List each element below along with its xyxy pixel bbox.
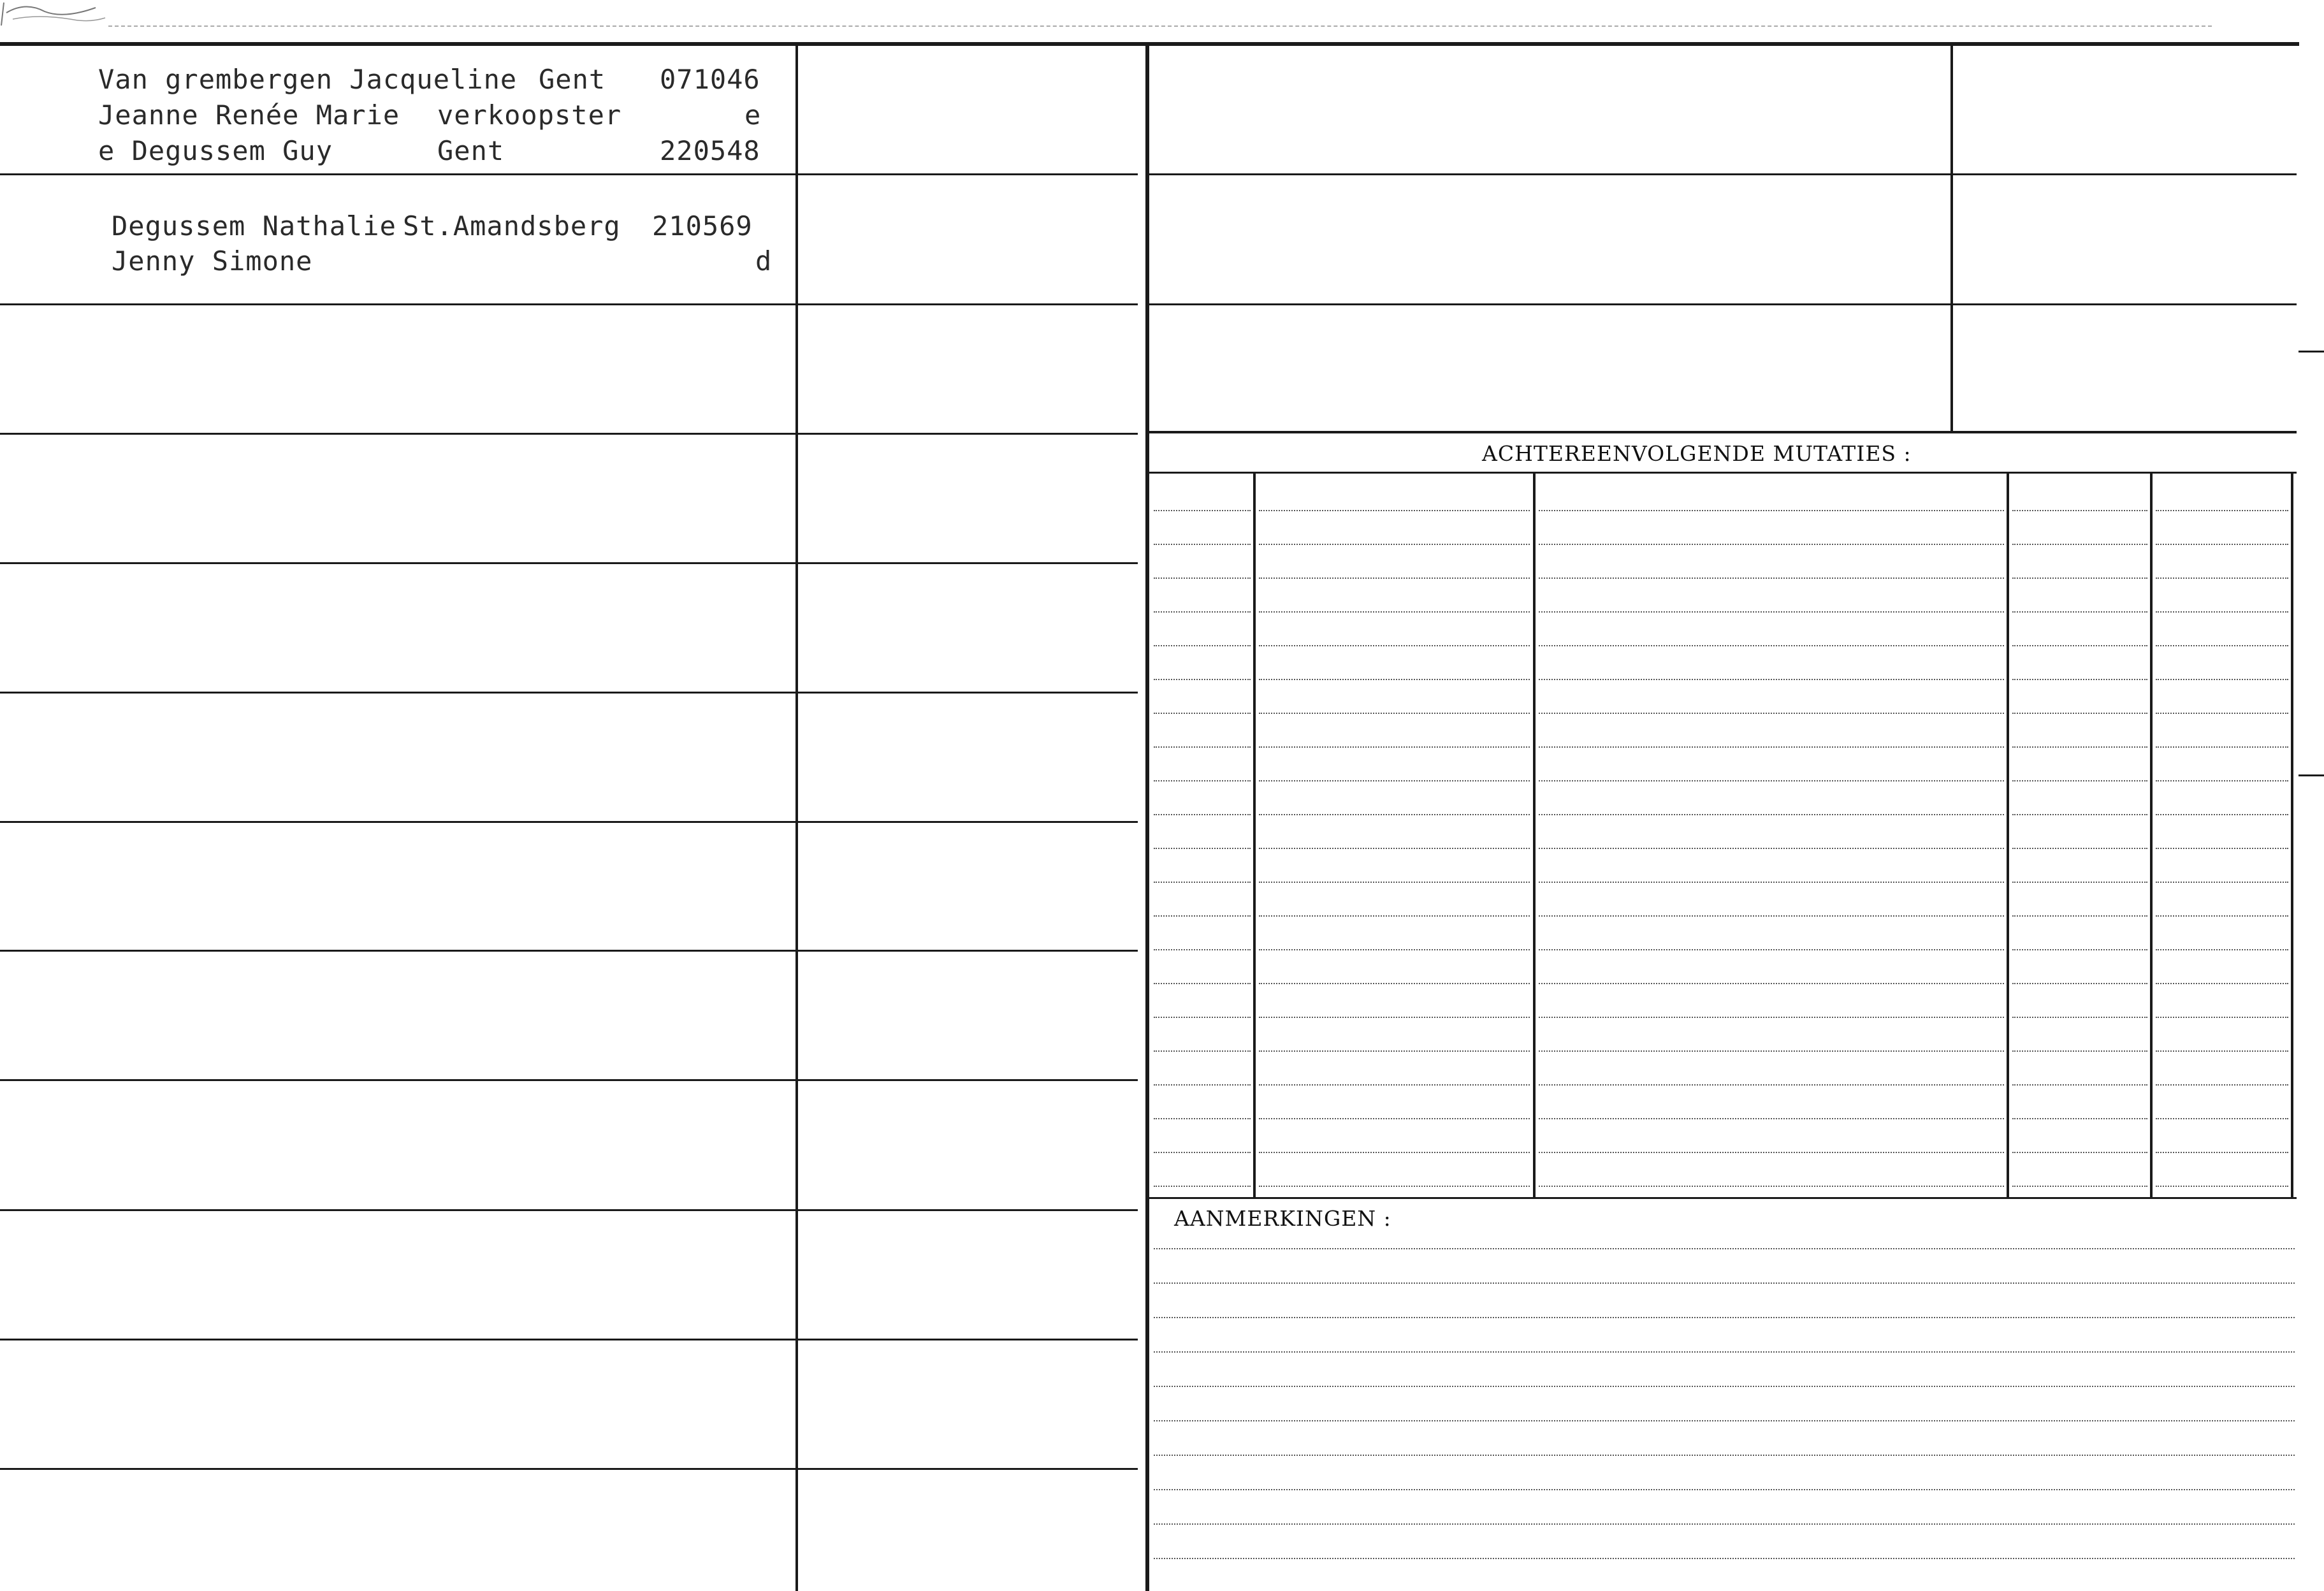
mutaties-ruled-line (2156, 949, 2288, 950)
mutaties-ruled-line (1539, 544, 2004, 545)
mutaties-ruled-line (1259, 1186, 1530, 1187)
mutaties-ruled-line (2156, 848, 2288, 849)
mutaties-column-line (2007, 473, 2009, 1198)
mutaties-ruled-line (1154, 1050, 1251, 1052)
mutaties-ruled-line (1154, 510, 1251, 511)
margin-tick (2299, 774, 2324, 776)
mutaties-ruled-line (1154, 645, 1251, 646)
register-row-line (0, 303, 1138, 305)
right-row-line (1149, 173, 2297, 175)
aanmerkingen-ruled-line (1154, 1248, 2295, 1249)
mutaties-ruled-line (2156, 814, 2288, 815)
register-row-line (0, 1468, 1138, 1470)
aanmerkingen-ruled-line (1154, 1420, 2295, 1421)
mutaties-ruled-line (1259, 1118, 1530, 1119)
mutaties-ruled-line (2156, 915, 2288, 917)
mutaties-ruled-line (2012, 983, 2147, 984)
mutaties-ruled-line (1539, 645, 2004, 646)
register-row-line (0, 821, 1138, 823)
mutaties-ruled-line (1154, 848, 1251, 849)
mutaties-ruled-line (1154, 544, 1251, 545)
mutaties-ruled-line (1539, 983, 2004, 984)
mutaties-ruled-line (2012, 949, 2147, 950)
mutaties-ruled-line (1154, 1152, 1251, 1153)
mutaties-column-line (1533, 473, 1536, 1198)
mutaties-ruled-line (2012, 1118, 2147, 1119)
entry-1-line-2-name: Jeanne Renée Marie (98, 99, 400, 131)
mutaties-ruled-line (2156, 679, 2288, 680)
mutaties-heading: ACHTEREENVOLGENDE MUTATIES : (1482, 441, 1912, 466)
mutaties-ruled-line (2012, 578, 2147, 579)
right-row-line (1149, 431, 2297, 433)
mutaties-ruled-line (2156, 780, 2288, 781)
mutaties-column-line (2291, 473, 2293, 1198)
mutaties-ruled-line (1539, 679, 2004, 680)
mutaties-ruled-line (2156, 1186, 2288, 1187)
mutaties-bottom-rule (1149, 1197, 2297, 1199)
register-row-line (0, 1079, 1138, 1081)
mutaties-ruled-line (1154, 983, 1251, 984)
mutaties-ruled-line (1539, 611, 2004, 613)
aanmerkingen-ruled-line (1154, 1455, 2295, 1456)
mutaties-ruled-line (2156, 882, 2288, 883)
register-row-line (0, 1209, 1138, 1211)
register-row-line (0, 1339, 1138, 1340)
mutaties-ruled-line (2156, 983, 2288, 984)
mutaties-ruled-line (1259, 915, 1530, 917)
corner-stamp-fragment (0, 0, 108, 27)
mutaties-ruled-line (1259, 1152, 1530, 1153)
mutaties-ruled-line (1259, 949, 1530, 950)
mutaties-ruled-line (2012, 915, 2147, 917)
mutaties-ruled-line (1539, 1017, 2004, 1018)
mutaties-ruled-line (1259, 544, 1530, 545)
aanmerkingen-ruled-line (1154, 1558, 2295, 1559)
mutaties-ruled-line (1539, 1186, 2004, 1187)
mutaties-ruled-line (1154, 780, 1251, 781)
mutaties-ruled-line (1259, 1084, 1530, 1086)
mutaties-ruled-line (1259, 578, 1530, 579)
aanmerkingen-ruled-line (1154, 1489, 2295, 1490)
mutaties-ruled-line (1259, 713, 1530, 714)
entry-1-line-1-place: Gent (539, 64, 606, 95)
mutaties-ruled-line (2012, 1152, 2147, 1153)
aanmerkingen-ruled-line (1154, 1351, 2295, 1353)
margin-tick (2299, 351, 2324, 352)
mutaties-ruled-line (1259, 814, 1530, 815)
mutaties-ruled-line (1259, 1050, 1530, 1052)
mutaties-ruled-line (2156, 1084, 2288, 1086)
mutaties-ruled-line (1539, 1084, 2004, 1086)
top-rule (0, 42, 2299, 46)
mutaties-ruled-line (2012, 746, 2147, 748)
mutaties-ruled-line (2012, 1084, 2147, 1086)
mutaties-ruled-line (2012, 645, 2147, 646)
entry-1-line-3-name: e Degussem Guy (98, 135, 333, 166)
mutaties-ruled-line (1539, 1152, 2004, 1153)
mutaties-ruled-line (1259, 1017, 1530, 1018)
top-faint-rule (108, 25, 2212, 27)
mutaties-ruled-line (2156, 578, 2288, 579)
mutaties-ruled-line (1539, 848, 2004, 849)
center-column-divider (1145, 46, 1149, 1591)
mutaties-ruled-line (1154, 713, 1251, 714)
mutaties-ruled-line (1154, 915, 1251, 917)
mutaties-ruled-line (2012, 848, 2147, 849)
mutaties-ruled-line (1154, 611, 1251, 613)
mutaties-ruled-line (1259, 882, 1530, 883)
mutaties-column-line (2150, 473, 2153, 1198)
aanmerkingen-ruled-line (1154, 1386, 2295, 1387)
entry-1-line-2-code: e (744, 99, 762, 131)
mutaties-ruled-line (1539, 780, 2004, 781)
mutaties-ruled-line (1154, 1118, 1251, 1119)
mutaties-ruled-line (2156, 544, 2288, 545)
mutaties-ruled-line (1539, 1050, 2004, 1052)
register-row-line (0, 433, 1138, 435)
mutaties-ruled-line (1539, 578, 2004, 579)
mutaties-ruled-line (2156, 746, 2288, 748)
mutaties-ruled-line (1154, 814, 1251, 815)
mutaties-ruled-line (1259, 645, 1530, 646)
mutaties-ruled-line (1259, 746, 1530, 748)
mutaties-ruled-line (1539, 713, 2004, 714)
mutaties-ruled-line (1154, 1084, 1251, 1086)
mutaties-ruled-line (1539, 949, 2004, 950)
mutaties-ruled-line (2012, 1017, 2147, 1018)
mutaties-ruled-line (2012, 882, 2147, 883)
mutaties-ruled-line (2156, 510, 2288, 511)
mutaties-ruled-line (1154, 1017, 1251, 1018)
mutaties-ruled-line (2012, 679, 2147, 680)
mutaties-ruled-line (1154, 578, 1251, 579)
mutaties-ruled-line (2156, 1118, 2288, 1119)
entry-1-line-1-name: Van grembergen Jacqueline (98, 64, 518, 95)
right-top-divider (1950, 46, 1953, 431)
entry-1-line-2-place: verkoopster (437, 99, 622, 131)
mutaties-ruled-line (2156, 645, 2288, 646)
mutaties-ruled-line (2012, 814, 2147, 815)
mutaties-ruled-line (2012, 1186, 2147, 1187)
entry-1-line-3-code: 220548 (660, 135, 760, 166)
mutaties-ruled-line (1259, 510, 1530, 511)
register-row-line (0, 173, 1138, 175)
mutaties-ruled-line (2012, 510, 2147, 511)
mutaties-ruled-line (1154, 882, 1251, 883)
mutaties-ruled-line (1539, 814, 2004, 815)
mutaties-ruled-line (1259, 983, 1530, 984)
mutaties-ruled-line (2156, 611, 2288, 613)
mutaties-ruled-line (1259, 780, 1530, 781)
mutaties-ruled-line (2156, 1017, 2288, 1018)
mutaties-ruled-line (1154, 746, 1251, 748)
aanmerkingen-ruled-line (1154, 1317, 2295, 1318)
mutaties-ruled-line (2012, 544, 2147, 545)
entry-2-line-2-name: Jenny Simone (112, 245, 313, 277)
mutaties-header-rule (1149, 472, 2297, 474)
mutaties-ruled-line (2156, 1050, 2288, 1052)
mutaties-ruled-line (1539, 1118, 2004, 1119)
mutaties-ruled-line (1154, 949, 1251, 950)
entry-2-line-1-name: Degussem Nathalie (112, 210, 396, 242)
mutaties-ruled-line (1539, 915, 2004, 917)
mutaties-column-line (1253, 473, 1256, 1198)
aanmerkingen-heading: AANMERKINGEN : (1174, 1206, 1391, 1231)
mutaties-ruled-line (1539, 746, 2004, 748)
entry-1-line-1-code: 071046 (660, 64, 760, 95)
mutaties-ruled-line (2012, 713, 2147, 714)
mutaties-ruled-line (1154, 679, 1251, 680)
aanmerkingen-ruled-line (1154, 1282, 2295, 1284)
mutaties-ruled-line (1259, 848, 1530, 849)
mutaties-ruled-line (2156, 713, 2288, 714)
mutaties-ruled-line (2156, 1152, 2288, 1153)
entry-1-line-3-place: Gent (437, 135, 505, 166)
mutaties-ruled-line (1539, 882, 2004, 883)
register-row-line (0, 692, 1138, 694)
register-row-line (0, 950, 1138, 952)
entry-2-line-1-place: St.Amandsberg (403, 210, 621, 242)
mutaties-ruled-line (2012, 1050, 2147, 1052)
right-row-line (1149, 303, 2297, 305)
mutaties-ruled-line (1259, 679, 1530, 680)
aanmerkingen-ruled-line (1154, 1523, 2295, 1525)
mutaties-ruled-line (2012, 780, 2147, 781)
entry-2-line-2-code: d (755, 245, 773, 277)
mutaties-ruled-line (1539, 510, 2004, 511)
entry-2-line-1-code: 210569 (652, 210, 753, 242)
register-row-line (0, 562, 1138, 564)
left-column-divider (795, 46, 798, 1591)
mutaties-ruled-line (2012, 611, 2147, 613)
mutaties-ruled-line (1259, 611, 1530, 613)
mutaties-ruled-line (1154, 1186, 1251, 1187)
